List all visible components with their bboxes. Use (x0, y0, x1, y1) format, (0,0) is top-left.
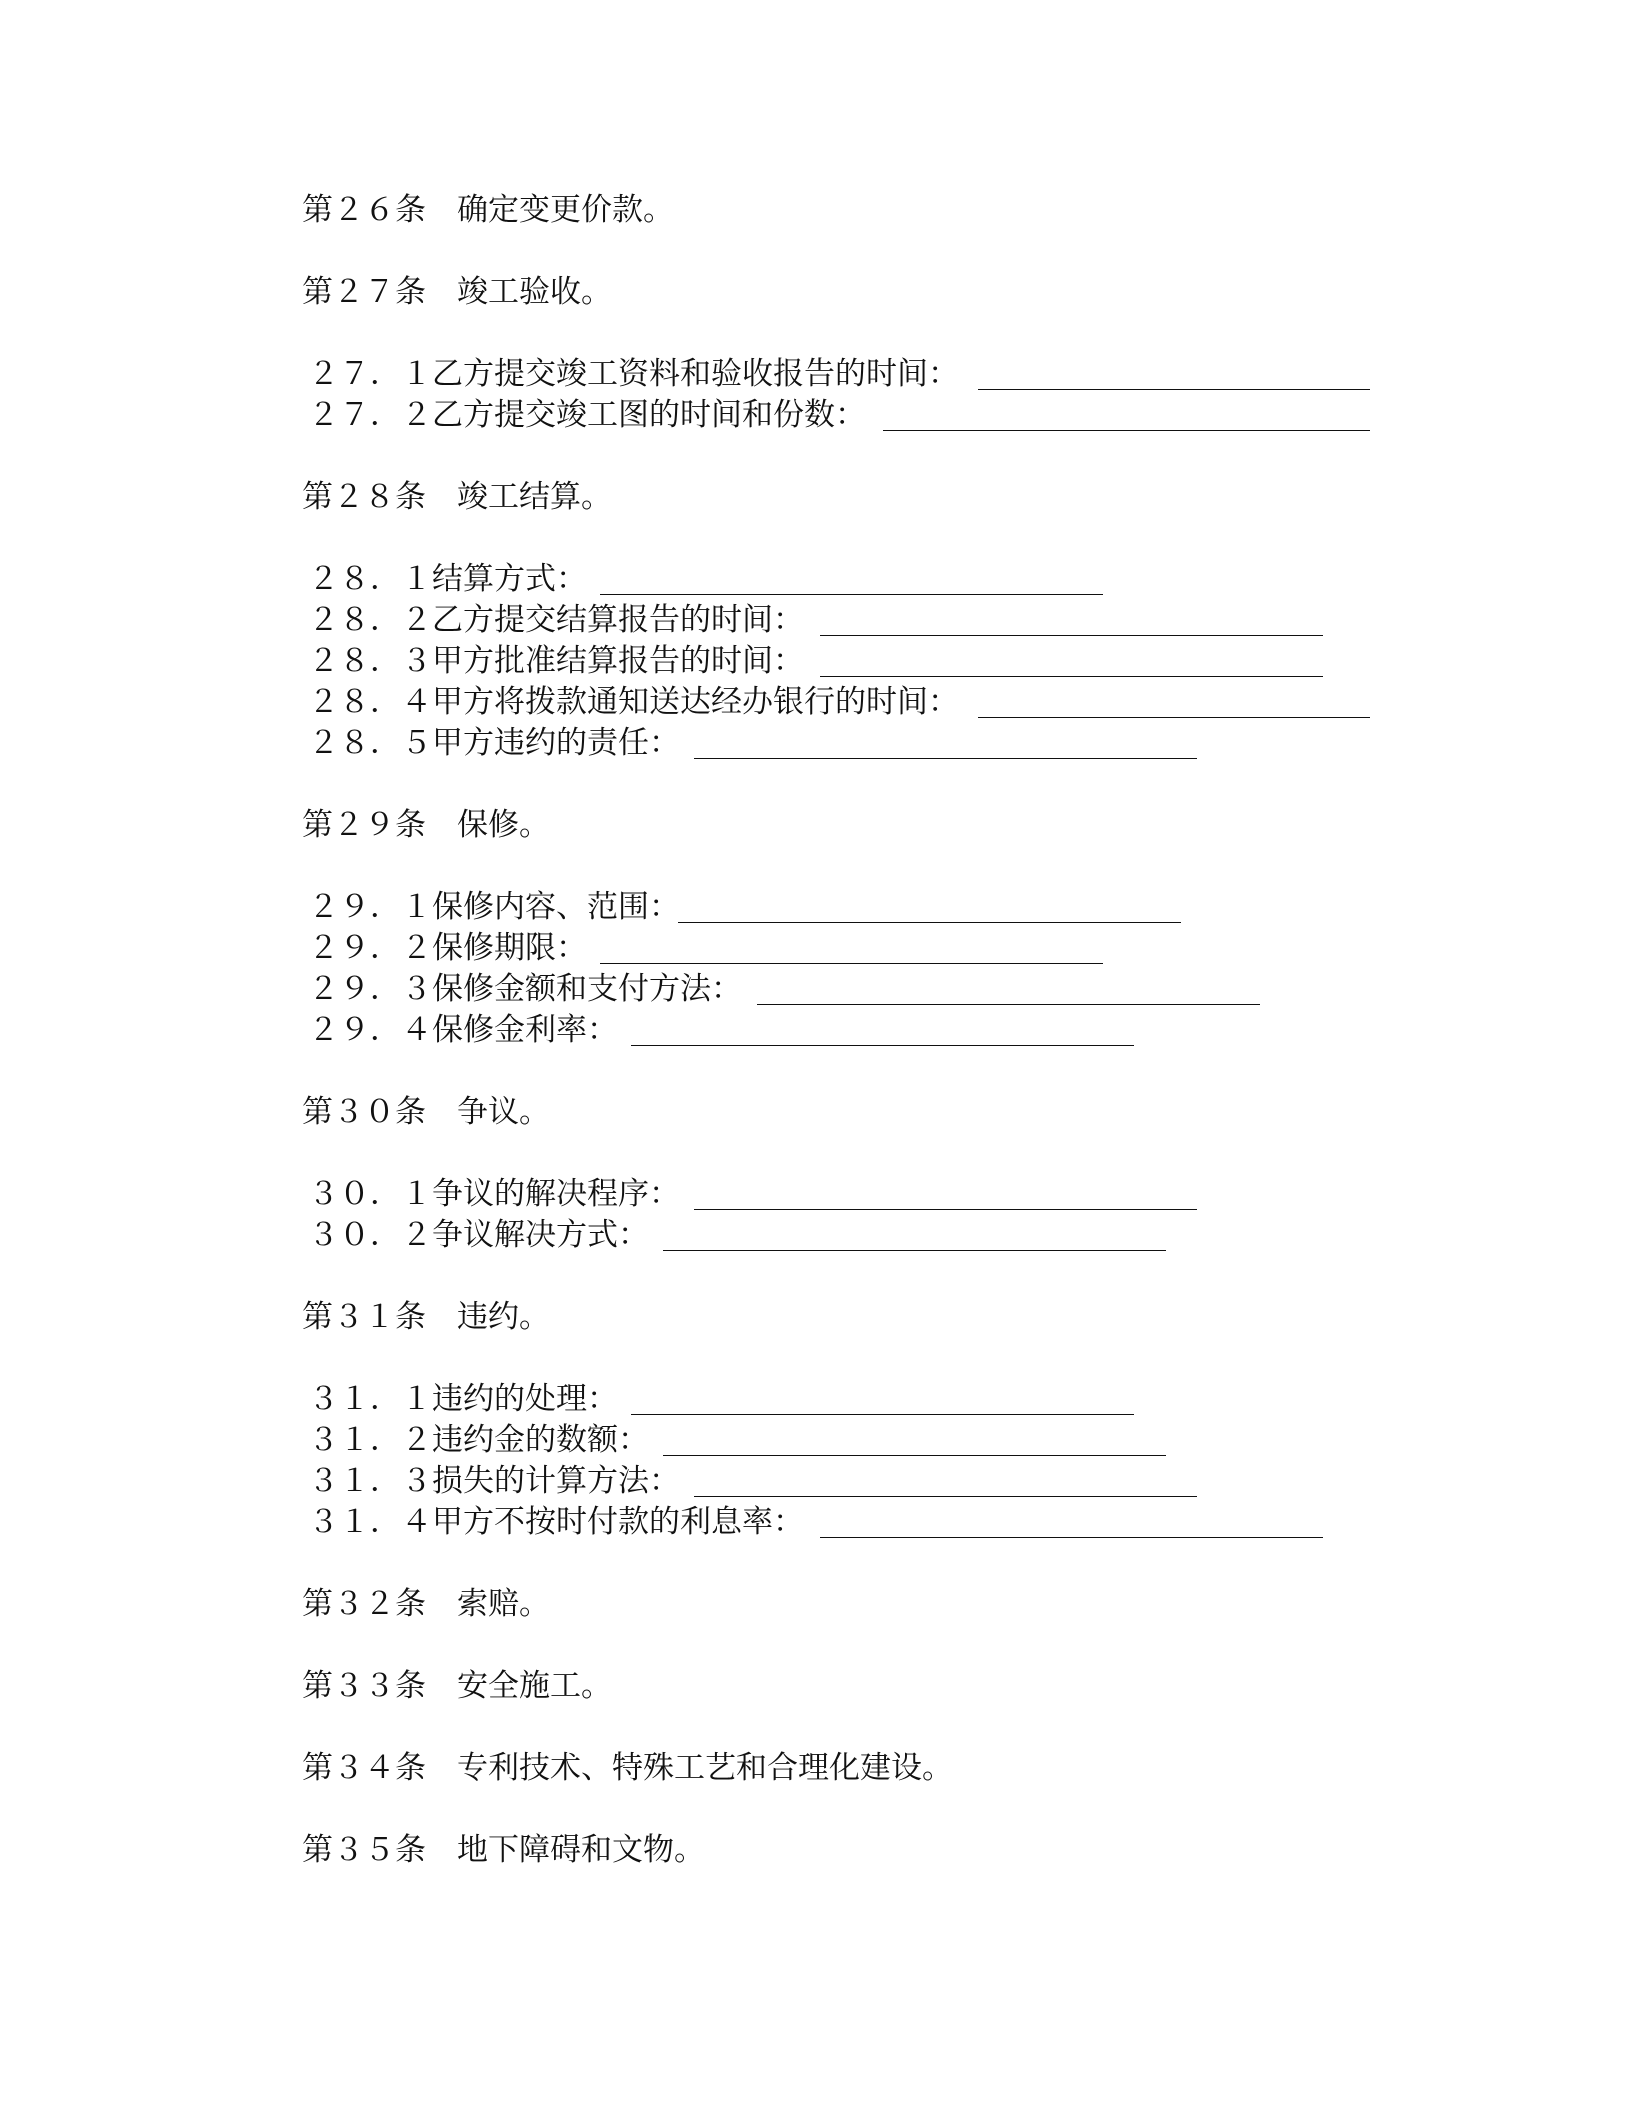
article-heading-text: 第３１条 违约。 (302, 1299, 550, 1335)
article-35-heading (0, 1830, 1632, 1870)
article-heading-text: 第２７条 竣工验收。 (302, 274, 612, 310)
fill-in-blank[interactable] (978, 389, 1370, 390)
clause-27-2 (0, 395, 1632, 435)
article-31-heading (0, 1297, 1632, 1337)
clause-label: ２７．１乙方提交竣工资料和验收报告的时间： (308, 356, 959, 392)
article-heading-text: 第２８条 竣工结算。 (302, 479, 612, 515)
clause-label: ３１．４甲方不按时付款的利息率： (308, 1504, 804, 1540)
article-heading-text: 第２９条 保修。 (302, 807, 550, 843)
article-34-heading (0, 1748, 1632, 1788)
fill-in-blank[interactable] (694, 758, 1197, 759)
clause-label: ２９．４保修金利率： (308, 1012, 618, 1048)
clause-28-1 (0, 559, 1632, 599)
fill-in-blank[interactable] (883, 430, 1370, 431)
clause-31-4 (0, 1502, 1632, 1542)
fill-in-blank[interactable] (600, 963, 1103, 964)
article-28-heading (0, 477, 1632, 517)
article-heading-text: 第３４条 专利技术、特殊工艺和合理化建设。 (302, 1750, 953, 1786)
article-29-heading (0, 805, 1632, 845)
article-heading-text: 第２６条 确定变更价款。 (302, 192, 674, 228)
clause-31-1 (0, 1379, 1632, 1419)
clause-28-4 (0, 682, 1632, 722)
fill-in-blank[interactable] (820, 635, 1323, 636)
clause-28-5 (0, 723, 1632, 763)
fill-in-blank[interactable] (820, 676, 1323, 677)
fill-in-blank[interactable] (820, 1537, 1323, 1538)
clause-label: ２８．１结算方式： (308, 561, 587, 597)
fill-in-blank[interactable] (663, 1455, 1166, 1456)
clause-label: ３１．１违约的处理： (308, 1381, 618, 1417)
clause-29-1 (0, 887, 1632, 927)
clause-label: ３１．３损失的计算方法： (308, 1463, 680, 1499)
fill-in-blank[interactable] (757, 1004, 1260, 1005)
clause-28-3 (0, 641, 1632, 681)
clause-label: ２７．２乙方提交竣工图的时间和份数： (308, 397, 866, 433)
article-heading-text: 第３３条 安全施工。 (302, 1668, 612, 1704)
fill-in-blank[interactable] (694, 1496, 1197, 1497)
fill-in-blank[interactable] (631, 1045, 1134, 1046)
article-26-heading (0, 190, 1632, 230)
clause-31-2 (0, 1420, 1632, 1460)
clause-label: ２９．１保修内容、范围： (308, 889, 680, 925)
clause-label: ２８．２乙方提交结算报告的时间： (308, 602, 804, 638)
article-heading-text: 第３２条 索赔。 (302, 1586, 550, 1622)
fill-in-blank[interactable] (978, 717, 1370, 718)
article-heading-text: 第３０条 争议。 (302, 1094, 550, 1130)
article-27-heading (0, 272, 1632, 312)
article-30-heading (0, 1092, 1632, 1132)
clause-30-1 (0, 1174, 1632, 1214)
clause-27-1 (0, 354, 1632, 394)
fill-in-blank[interactable] (600, 594, 1103, 595)
clause-label: ３０．１争议的解决程序： (308, 1176, 680, 1212)
clause-29-2 (0, 928, 1632, 968)
fill-in-blank[interactable] (678, 922, 1181, 923)
clause-30-2 (0, 1215, 1632, 1255)
clause-label: ２８．３甲方批准结算报告的时间： (308, 643, 804, 679)
fill-in-blank[interactable] (631, 1414, 1134, 1415)
clause-29-3 (0, 969, 1632, 1009)
clause-31-3 (0, 1461, 1632, 1501)
article-33-heading (0, 1666, 1632, 1706)
clause-label: ２９．２保修期限： (308, 930, 587, 966)
article-heading-text: 第３５条 地下障碍和文物。 (302, 1832, 705, 1868)
article-32-heading (0, 1584, 1632, 1624)
clause-label: ２９．３保修金额和支付方法： (308, 971, 742, 1007)
clause-label: ３１．２违约金的数额： (308, 1422, 649, 1458)
clause-29-4 (0, 1010, 1632, 1050)
clause-label: ２８．４甲方将拨款通知送达经办银行的时间： (308, 684, 959, 720)
clause-label: ３０．２争议解决方式： (308, 1217, 649, 1253)
clause-label: ２８．５甲方违约的责任： (308, 725, 680, 761)
clause-28-2 (0, 600, 1632, 640)
fill-in-blank[interactable] (694, 1209, 1197, 1210)
fill-in-blank[interactable] (663, 1250, 1166, 1251)
